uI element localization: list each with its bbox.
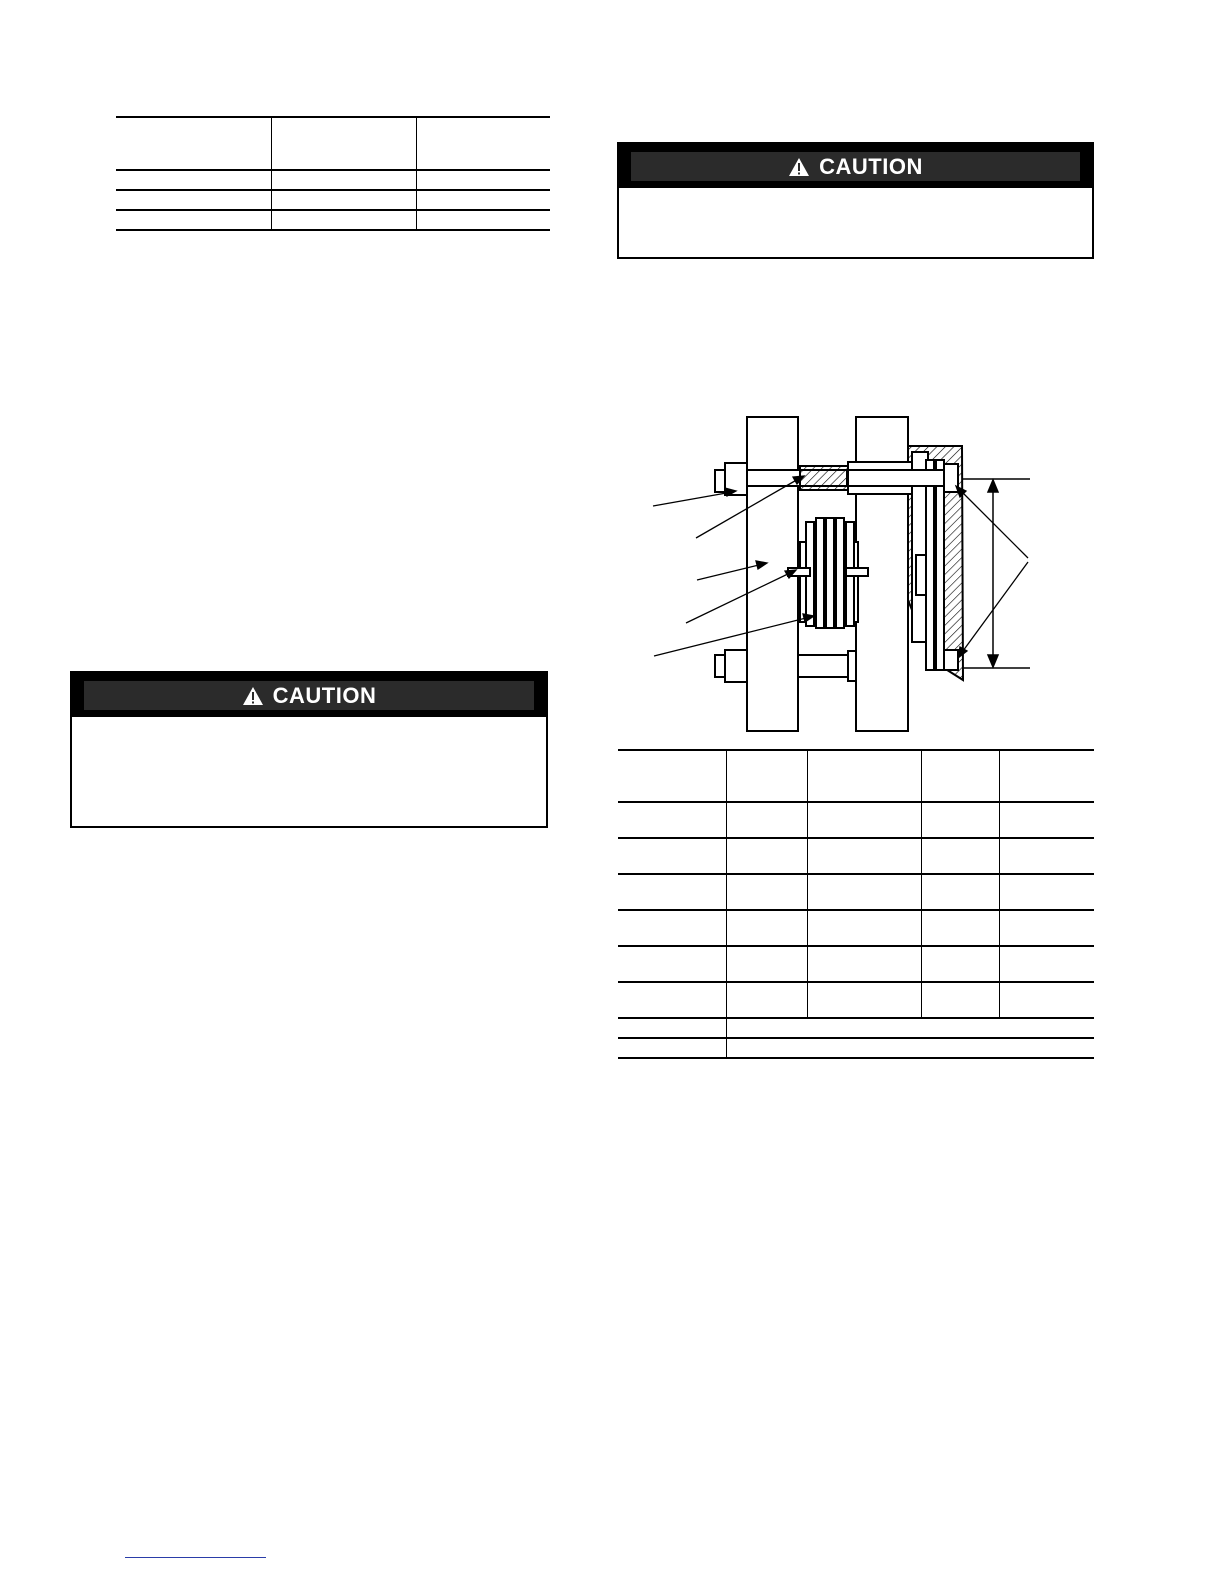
table-footer-row — [618, 1018, 1094, 1038]
table-cell — [618, 874, 726, 910]
table-cell — [807, 838, 921, 874]
caution-title: CAUTION — [819, 153, 923, 179]
caution-box-left — [70, 671, 548, 828]
table-cell — [999, 946, 1094, 982]
coupling-diagram — [640, 405, 1060, 735]
table-cell — [618, 946, 726, 982]
table-cell — [999, 802, 1094, 838]
table-cell — [416, 117, 550, 170]
table-cell — [921, 982, 999, 1018]
footer-link-underline[interactable] — [125, 1557, 266, 1558]
table-cell — [416, 210, 550, 230]
caution-box-top — [617, 142, 1094, 259]
warning-triangle-icon — [788, 157, 810, 177]
top-table — [116, 116, 550, 231]
table-cell — [271, 170, 416, 190]
table-row — [116, 170, 550, 190]
table-cell — [618, 838, 726, 874]
flange-plate — [926, 460, 934, 670]
leader-lines-right — [956, 486, 1028, 658]
table-cell — [921, 838, 999, 874]
table-cell — [618, 1038, 726, 1058]
caution-title: CAUTION — [272, 682, 377, 708]
table-cell — [807, 802, 921, 838]
table-cell — [999, 874, 1094, 910]
table-cell — [999, 910, 1094, 946]
table-row — [618, 982, 1094, 1018]
table-cell — [116, 170, 271, 190]
table-cell — [807, 946, 921, 982]
table-cell — [999, 982, 1094, 1018]
table-cell — [618, 750, 726, 802]
table-cell — [416, 190, 550, 210]
table-cell — [921, 802, 999, 838]
table-cell — [416, 170, 550, 190]
table-row — [116, 190, 550, 210]
table-cell — [921, 910, 999, 946]
table-cell — [726, 750, 807, 802]
table-cell — [116, 210, 271, 230]
table-cell — [726, 838, 807, 874]
table-row — [618, 838, 1094, 874]
table-cell — [921, 874, 999, 910]
table-row — [618, 946, 1094, 982]
table-row — [618, 910, 1094, 946]
table-cell — [726, 1038, 1094, 1058]
table-cell — [726, 982, 807, 1018]
table-row — [618, 802, 1094, 838]
table-footer-row — [618, 1038, 1094, 1058]
table-cell — [726, 802, 807, 838]
table-cell — [726, 910, 807, 946]
table-cell — [116, 190, 271, 210]
table-cell — [807, 982, 921, 1018]
caution-title-band — [631, 152, 1080, 181]
table-row — [116, 210, 550, 230]
spec-table — [618, 749, 1094, 1059]
table-cell — [618, 802, 726, 838]
table-header-row — [116, 117, 550, 170]
table-cell — [807, 910, 921, 946]
warning-triangle-icon — [242, 686, 264, 706]
caution-title-band — [84, 681, 534, 710]
table-cell — [618, 982, 726, 1018]
table-cell — [807, 750, 921, 802]
table-cell — [618, 910, 726, 946]
table-cell — [271, 190, 416, 210]
table-cell — [999, 838, 1094, 874]
table-cell — [618, 1018, 726, 1038]
table-cell — [271, 117, 416, 170]
table-cell — [116, 117, 271, 170]
table-cell — [921, 750, 999, 802]
table-cell — [726, 1018, 1094, 1038]
table-header-row — [618, 750, 1094, 802]
table-cell — [999, 750, 1094, 802]
table-cell — [921, 946, 999, 982]
table-cell — [807, 874, 921, 910]
table-cell — [726, 946, 807, 982]
table-cell — [726, 874, 807, 910]
table-row — [618, 874, 1094, 910]
flange-plate — [936, 460, 944, 670]
table-cell — [271, 210, 416, 230]
